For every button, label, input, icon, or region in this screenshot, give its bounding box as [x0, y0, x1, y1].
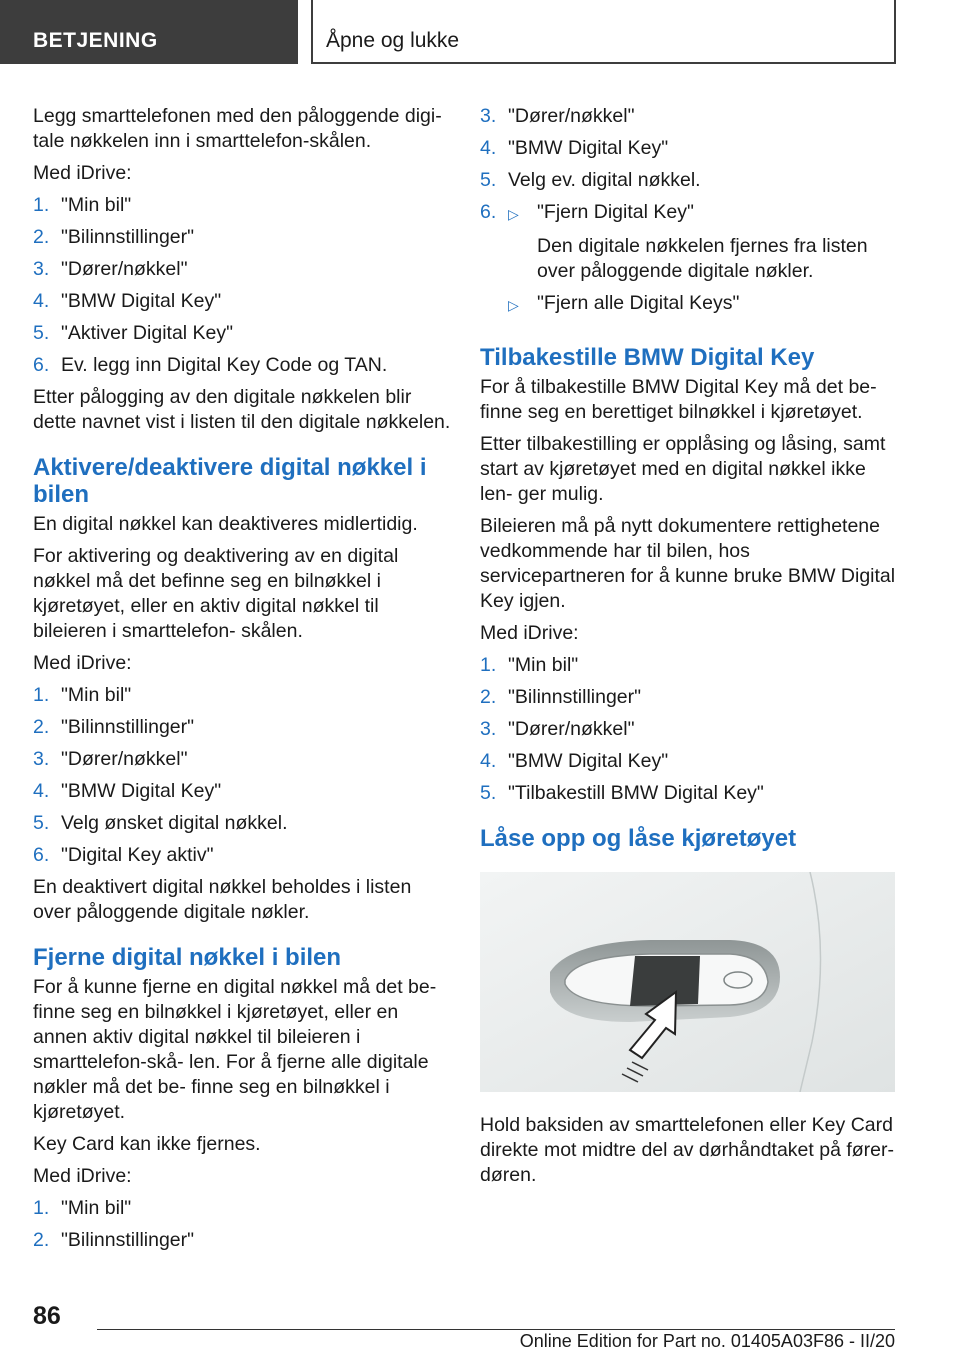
door-handle-illustration	[480, 872, 895, 1092]
paragraph: Legg smarttelefonen med den påloggende digi- tale nøkkelen inn i smarttelefon-skålen.	[33, 105, 442, 152]
paragraph: Med iDrive:	[33, 652, 132, 674]
step-number: 6.	[33, 844, 50, 866]
step-number: 3.	[33, 748, 50, 770]
step-text: "Bilinnstillinger"	[61, 716, 195, 738]
step-text: "Bilinnstillinger"	[61, 226, 195, 248]
page-number: 86	[33, 1302, 61, 1330]
list-item	[33, 843, 451, 868]
step-text: "Dører/nøkkel"	[61, 748, 188, 770]
list-item	[33, 811, 451, 836]
step-number: 4.	[33, 780, 50, 802]
list-item	[480, 749, 898, 774]
step-number: 6.	[480, 201, 497, 223]
step-number: 3.	[33, 258, 50, 280]
footer-divider	[97, 1329, 895, 1330]
right-column	[480, 104, 898, 1195]
paragraph: Med iDrive:	[33, 162, 132, 184]
step-number: 3.	[480, 105, 497, 127]
step-text: "Dører/nøkkel"	[508, 718, 635, 740]
step-text: "Bilinnstillinger"	[61, 1229, 195, 1251]
step-number: 5.	[480, 782, 497, 804]
step-number: 1.	[33, 1197, 50, 1219]
list-item	[480, 653, 898, 678]
list-item	[33, 747, 451, 772]
page-header	[0, 0, 960, 66]
sub-item-detail: Den digitale nøkkelen fjernes fra listen over påloggende digitale nøkler.	[537, 235, 868, 282]
paragraph: En deaktivert digital nøkkel beholdes i listen over påloggende digitale nøkler.	[33, 876, 412, 923]
steps-list	[480, 104, 898, 193]
list-item	[480, 136, 898, 161]
sub-item	[508, 200, 898, 227]
list-item	[480, 781, 898, 806]
sub-list	[508, 200, 898, 318]
step-number: 1.	[33, 684, 50, 706]
list-item	[33, 1228, 451, 1253]
list-item	[33, 257, 451, 282]
list-item	[33, 289, 451, 314]
step-number: 5.	[480, 169, 497, 191]
paragraph: Bileieren må på nytt dokumentere rettighetene vedkommende har til bilen, hos servicepartneren for å kunne bruke BMW Digital Key igjen.	[480, 515, 896, 612]
steps-list	[33, 683, 451, 868]
step-text: "Min bil"	[61, 1197, 132, 1219]
list-item	[480, 717, 898, 742]
chapter-title: Åpne og lukke	[326, 29, 460, 52]
step-number: 2.	[33, 716, 50, 738]
sub-item-text: "Fjern Digital Key"	[537, 201, 694, 223]
paragraph: Etter tilbakestilling er opplåsing og låsing, samt start av kjøretøyet med en digital nøkkel ikke len- ger mulig.	[480, 433, 886, 505]
step-text: "BMW Digital Key"	[508, 750, 669, 772]
step-number: 3.	[480, 718, 497, 740]
list-item	[480, 104, 898, 129]
step-text: "Dører/nøkkel"	[508, 105, 635, 127]
list-item	[33, 193, 451, 218]
sub-item	[508, 291, 898, 318]
step-number: 4.	[480, 750, 497, 772]
step-text: "BMW Digital Key"	[508, 137, 669, 159]
list-item	[33, 225, 451, 250]
list-item	[480, 685, 898, 710]
step-text: Velg ønsket digital nøkkel.	[61, 812, 288, 834]
footer-edition: Online Edition for Part no. 01405A03F86 - II/20	[519, 1331, 895, 1351]
step-text: "Min bil"	[508, 654, 579, 676]
list-item	[33, 715, 451, 740]
paragraph: For aktivering og deaktivering av en digital nøkkel må det befinne seg en bilnøkkel i kjøretøyet, eller en aktiv digital nøkkel til bileieren i smarttelefon- skålen.	[33, 545, 399, 642]
step-text: Ev. legg inn Digital Key Code og TAN.	[61, 354, 388, 376]
step-number: 2.	[33, 226, 50, 248]
section-heading: Fjerne digital nøkkel i bilen	[33, 944, 342, 971]
triangle-right-icon: ▷	[508, 297, 519, 313]
section-title: BETJENING	[33, 29, 158, 52]
list-item	[33, 779, 451, 804]
step-number: 5.	[33, 322, 50, 344]
list-item	[33, 1196, 451, 1221]
step-text: Velg ev. digital nøkkel.	[508, 169, 701, 191]
list-item	[480, 168, 898, 193]
list-item	[33, 683, 451, 708]
list-item	[33, 353, 451, 378]
step-number: 1.	[480, 654, 497, 676]
step-number: 5.	[33, 812, 50, 834]
steps-list	[33, 193, 451, 378]
step-text: "BMW Digital Key"	[61, 780, 222, 802]
list-item	[480, 200, 898, 325]
step-number: 2.	[33, 1229, 50, 1251]
steps-list	[480, 653, 898, 806]
paragraph: For å tilbakestille BMW Digital Key må det be- finne seg en berettiget bilnøkkel i kjøretøyet.	[480, 376, 877, 423]
step-text: "Digital Key aktiv"	[61, 844, 214, 866]
step-text: "Min bil"	[61, 194, 132, 216]
section-heading: Tilbakestille BMW Digital Key	[480, 344, 815, 371]
paragraph: En digital nøkkel kan deaktiveres midlertidig.	[33, 513, 418, 535]
list-item	[33, 321, 451, 346]
paragraph: Hold baksiden av smarttelefonen eller Key Card direkte mot midtre del av dørhåndtaket på fører- døren.	[480, 1114, 895, 1186]
step-text: "Bilinnstillinger"	[508, 686, 642, 708]
paragraph: For å kunne fjerne en digital nøkkel må det be- finne seg en bilnøkkel i kjøretøyet, eller en annen aktiv digital nøkkel til bileieren i smarttelefon-skå- len. For å fjerne alle digitale nøkler må det be- finne seg en bilnøkkel i kjøretøyet.	[33, 976, 437, 1123]
step-text: "Tilbakestill BMW Digital Key"	[508, 782, 764, 804]
left-column	[33, 104, 451, 1260]
step-text: "BMW Digital Key"	[61, 290, 222, 312]
step-number: 4.	[480, 137, 497, 159]
step-number: 4.	[33, 290, 50, 312]
paragraph: Med iDrive:	[33, 1165, 132, 1187]
paragraph: Med iDrive:	[480, 622, 579, 644]
step-text: "Min bil"	[61, 684, 132, 706]
step-number: 1.	[33, 194, 50, 216]
step-text: "Dører/nøkkel"	[61, 258, 188, 280]
paragraph: Key Card kan ikke fjernes.	[33, 1133, 261, 1155]
chapter-box	[311, 0, 896, 64]
step-number: 6.	[33, 354, 50, 376]
steps-list-nested	[480, 200, 898, 325]
section-heading: Låse opp og låse kjøretøyet	[480, 825, 797, 852]
paragraph: Etter pålogging av den digitale nøkkelen blir dette navnet vist i listen til den digitale nøkkelen.	[33, 386, 451, 433]
triangle-right-icon: ▷	[508, 206, 519, 222]
section-heading: Aktivere/deaktivere digital nøkkel i bilen	[33, 454, 427, 508]
sub-item-text: "Fjern alle Digital Keys"	[537, 292, 740, 314]
section-tab	[0, 0, 298, 64]
steps-list	[33, 1196, 451, 1253]
step-text: "Aktiver Digital Key"	[61, 322, 234, 344]
step-number: 2.	[480, 686, 497, 708]
